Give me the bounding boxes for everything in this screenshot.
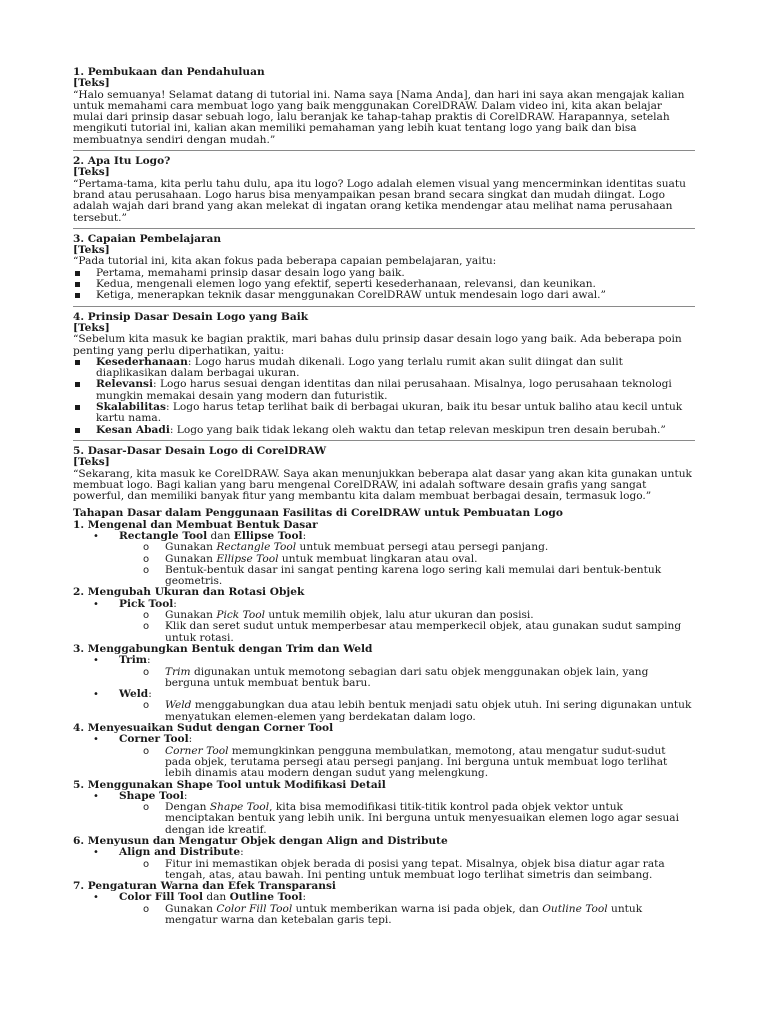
bullet-text: Pertama, memahami prinsip dasar desain logo yang baik. [96, 266, 405, 279]
section-title: 2. Apa Itu Logo? [73, 155, 171, 168]
step-title: 6. Menyusun dan Mengatur Objek dengan Align and Distribute [73, 835, 448, 847]
tool-suffix: : [302, 529, 307, 542]
detail-text: untuk memilih objek, lalu atur ukuran dan posisi. [264, 609, 534, 622]
tool-detail [73, 904, 695, 927]
tool-name: Trim [119, 654, 147, 667]
step-title: 4. Menyesuaikan Sudut dengan Corner Tool [73, 722, 334, 735]
section-title: 4. Prinsip Dasar Desain Logo yang Baik [73, 310, 309, 323]
tool-name: Ellipse Tool [233, 529, 303, 542]
tool-suffix: : [302, 891, 307, 904]
detail-text: untuk membuat persegi atau persegi panjang. [296, 541, 549, 554]
detail-text: memungkinkan pengguna membulatkan, memotong, atau mengatur sudut-sudut pada objek, terutama persegi atau persegi panjang. Ini berguna untuk membuat logo terlihat lebih dinamis atau modern dengan sudut yang melengkung. [165, 744, 668, 780]
section-body: “Halo semuanya! Selamat datang di tutorial ini. Nama saya [Nama Anda], dan hari ini saya akan mengajak kalian untuk memahami cara membuat logo yang baik menggunakan CorelDRAW. Dalam video ini, kita akan belajar mulai dari prinsip dasar sebuah logo, lalu beranjak ke tahap-tahap praktis di CorelDRAW. Harapannya, setelah mengikuti tutorial ini, kalian akan memiliki pemahaman yang lebih kuat tentang logo yang baik dan bisa membuatnya sendiri dengan mudah.” [73, 88, 685, 146]
tool-detail [73, 621, 695, 644]
tool-detail [73, 859, 695, 882]
detail-text: Fitur ini memastikan objek berada di posisi yang tepat. Misalnya, objek bisa diatur agar rata tengah, atas, atau bawah. Ini penting untuk membuat logo terlihat simetris dan seimbang. [165, 857, 665, 881]
bullet-item [73, 402, 695, 425]
bullet-item [73, 357, 695, 380]
detail-text: digunakan untuk memotong sebagian dari satu objek menggunakan objek lain, yang berguna untuk membuat bentuk baru. [165, 665, 649, 689]
detail-text: Dengan [165, 801, 210, 814]
detail-text: menggabungkan dua atau lebih bentuk menjadi satu objek utuh. Ini sering digunakan untuk menyatukan elemen-elemen yang berdekatan dalam logo. [165, 699, 692, 723]
section-body: “Pertama-tama, kita perlu tahu dulu, apa itu logo? Logo adalah elemen visual yang mencerminkan identitas suatu brand atau perusahaan. Logo harus bisa menyampaikan pesan brand secara singkat dan mudah diingat. Logo adalah wajah dari brand yang akan melekat di ingatan orang ketika mendengar atau melihat nama perusahaan tersebut.” [73, 177, 686, 224]
detail-text: untuk memberikan warna isi pada objek, dan [292, 902, 543, 915]
section [73, 228, 695, 306]
tool-emphasis: Rectangle Tool [216, 541, 297, 554]
tool-emphasis: Trim [165, 665, 191, 678]
bullet-term: Kesan Abadi [96, 423, 170, 436]
detail-text: , kita bisa memodifikasi titik-titik kontrol pada objek vektor untuk menciptakan bentuk yang lebih unik. Ini berguna untuk menyesuaikan elemen logo agar sesuai dengan ide kreatif. [165, 801, 679, 836]
bullet-text: : Logo harus tetap terlihat baik di berbagai ukuran, baik itu besar untuk baliho atau kecil untuk kartu nama. [96, 401, 683, 425]
guide-title: Tahapan Dasar dalam Penggunaan Fasilitas di CorelDRAW untuk Pembuatan Logo [73, 507, 563, 520]
tool-suffix: : [148, 688, 152, 701]
step-title: 2. Mengubah Ukuran dan Rotasi Objek [73, 586, 305, 599]
tool-name: Color Fill Tool [119, 891, 203, 904]
tool-emphasis: Color Fill Tool [216, 902, 293, 915]
bullet-text: : Logo harus sesuai dengan identitas dan nilai perusahaan. Misalnya, logo perusahaan teknologi mungkin memakai desain yang modern dan futuristik. [96, 378, 672, 402]
section-tag: [Teks] [73, 166, 110, 179]
bullet-term: Relevansi [96, 378, 154, 391]
bullet-term: Kesederhanaan [96, 355, 188, 368]
tool-conj: dan [207, 529, 234, 542]
section [73, 67, 695, 150]
bullet-term: Skalabilitas [96, 401, 166, 414]
section-title: 5. Dasar-Dasar Desain Logo di CorelDRAW [73, 444, 327, 457]
detail-text: Gunakan [165, 609, 217, 622]
tool-name: Corner Tool [119, 733, 189, 746]
section-tag: [Teks] [73, 77, 110, 90]
tool-suffix: : [183, 789, 188, 802]
bullet-text: Ketiga, menerapkan teknik dasar menggunakan CorelDRAW untuk mendesain logo dari awal.” [96, 289, 606, 302]
tool-emphasis: Shape Tool [209, 801, 270, 814]
section-tag: [Teks] [73, 321, 110, 334]
bullet-text: : Logo harus mudah dikenali. Logo yang terlalu rumit akan sulit diingat dan sulit diaplikasikan dalam berbagai ukuran. [96, 355, 623, 380]
section-title: 1. Pembukaan dan Pendahuluan [73, 66, 265, 78]
tool-name: Pick Tool [119, 597, 174, 610]
tool-emphasis: Ellipse Tool [216, 552, 279, 565]
bullet-text: : Logo yang baik tidak lekang oleh waktu dan tetap relevan meskipun tren desain berubah.” [169, 423, 666, 436]
step-title: 3. Menggabungkan Bentuk dengan Trim dan Weld [73, 642, 373, 655]
tool-name: Rectangle Tool [119, 529, 208, 542]
section-body: “Sekarang, kita masuk ke CorelDRAW. Saya akan menunjukkan beberapa alat dasar yang akan kita gunakan untuk membuat logo. Bagi kalian yang baru mengenal CorelDRAW, ini adalah software desain grafis yang sangat powerful, dan memiliki banyak fitur yang membantu kita dalam membuat berbagai desain, termasuk logo.” [73, 467, 692, 503]
tools-guide [73, 508, 695, 926]
document-page [73, 67, 695, 926]
detail-text: Bentuk-bentuk dasar ini sangat penting karena logo sering kali memulai dari bentuk-bentuk geometris. [165, 563, 662, 588]
tool-name: Weld [119, 688, 149, 701]
script-sections [73, 67, 695, 506]
bullet-item [73, 425, 695, 436]
detail-text: Gunakan [165, 552, 217, 565]
detail-text: Gunakan [165, 541, 217, 554]
tool-detail [73, 746, 695, 780]
detail-text: Klik dan seret sudut untuk memperbesar atau memperkecil objek, atau gunakan sudut samping untuk rotasi. [165, 620, 682, 644]
tool-suffix: : [146, 654, 151, 667]
guide-steps [73, 520, 695, 927]
step-title: 7. Pengaturan Warna dan Efek Transparansi [73, 880, 336, 893]
detail-text: untuk mengatur warna dan ketebalan garis tepi. [165, 902, 643, 927]
section-tag: [Teks] [73, 244, 110, 257]
detail-text: untuk membuat lingkaran atau oval. [278, 552, 478, 565]
step-title: 1. Mengenal dan Membuat Bentuk Dasar [73, 518, 318, 531]
section [73, 150, 695, 228]
bullet-item [73, 290, 695, 301]
tool-suffix: : [188, 733, 193, 746]
tool-emphasis: Weld [165, 699, 192, 712]
tool-detail [73, 700, 695, 723]
tool-name: Shape Tool [119, 789, 184, 802]
step-title: 5. Menggunakan Shape Tool untuk Modifikasi Detail [73, 778, 386, 791]
tool-detail [73, 565, 695, 588]
detail-text: Gunakan [165, 902, 217, 915]
bullet-text: Kedua, mengenali elemen logo yang efektif, seperti kesederhanaan, relevansi, dan keunikan. [96, 278, 596, 291]
tool-emphasis: Outline Tool [542, 902, 608, 915]
section-tag: [Teks] [73, 456, 110, 469]
section [73, 306, 695, 440]
tool-suffix: : [173, 597, 177, 610]
tool-detail [73, 667, 695, 690]
tool-name: Align and Distribute [119, 846, 241, 859]
tool-suffix: : [240, 846, 244, 859]
section-body: “Pada tutorial ini, kita akan fokus pada beberapa capaian pembelajaran, yaitu: [73, 255, 497, 268]
bullet-list [73, 268, 695, 302]
section [73, 440, 695, 506]
bullet-item [73, 379, 695, 402]
bullet-list [73, 357, 695, 436]
tool-detail [73, 802, 695, 836]
section-body: “Sebelum kita masuk ke bagian praktik, mari bahas dulu prinsip dasar desain logo yang baik. Ada beberapa poin penting yang perlu diperhatikan, yaitu: [73, 333, 682, 357]
section-title: 3. Capaian Pembelajaran [73, 232, 222, 245]
tool-conj: dan [202, 891, 230, 904]
tool-name: Outline Tool [229, 891, 303, 904]
tool-emphasis: Pick Tool [216, 609, 265, 622]
tool-emphasis: Corner Tool [165, 744, 229, 757]
